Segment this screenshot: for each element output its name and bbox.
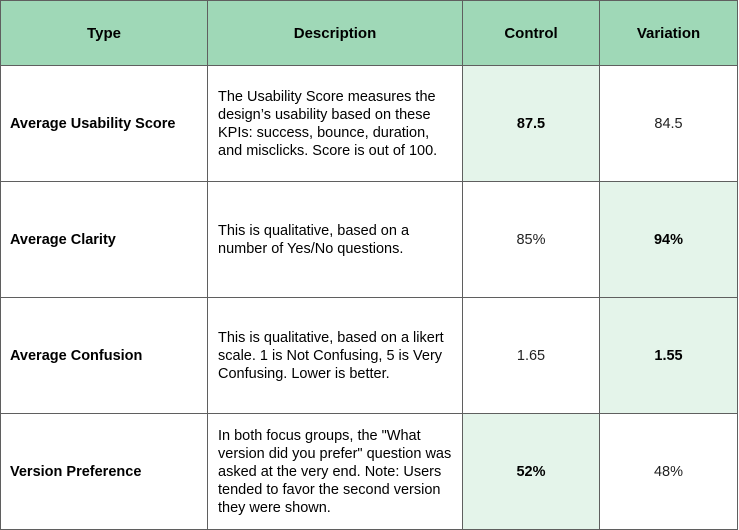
row-description: The Usability Score measures the design’s usability based on these KPIs: success, bounce, duration, and misclicks. Score is out of 100. xyxy=(208,66,463,182)
variation-value: 84.5 xyxy=(600,66,738,182)
table-row xyxy=(1,298,738,414)
row-description: In both focus groups, the "What version did you prefer" question was asked at the very end. Note: Users tended to favor the second version they were shown. xyxy=(208,414,463,530)
header-row xyxy=(1,1,738,66)
control-value: 52% xyxy=(463,414,600,530)
row-description: This is qualitative, based on a number of Yes/No questions. xyxy=(208,182,463,298)
row-type: Average Confusion xyxy=(1,298,208,414)
header-control: Control xyxy=(463,1,600,66)
header-variation: Variation xyxy=(600,1,738,66)
variation-value: 94% xyxy=(600,182,738,298)
variation-value: 1.55 xyxy=(600,298,738,414)
table-header xyxy=(1,1,738,66)
control-value: 1.65 xyxy=(463,298,600,414)
header-type: Type xyxy=(1,1,208,66)
row-type: Average Clarity xyxy=(1,182,208,298)
row-type: Version Preference xyxy=(1,414,208,530)
header-description: Description xyxy=(208,1,463,66)
table-row xyxy=(1,182,738,298)
control-value: 87.5 xyxy=(463,66,600,182)
table-row xyxy=(1,414,738,530)
variation-value: 48% xyxy=(600,414,738,530)
table-row xyxy=(1,66,738,182)
row-description: This is qualitative, based on a likert scale. 1 is Not Confusing, 5 is Very Confusing. Lower is better. xyxy=(208,298,463,414)
control-value: 85% xyxy=(463,182,600,298)
row-type: Average Usability Score xyxy=(1,66,208,182)
table-body xyxy=(1,66,738,530)
